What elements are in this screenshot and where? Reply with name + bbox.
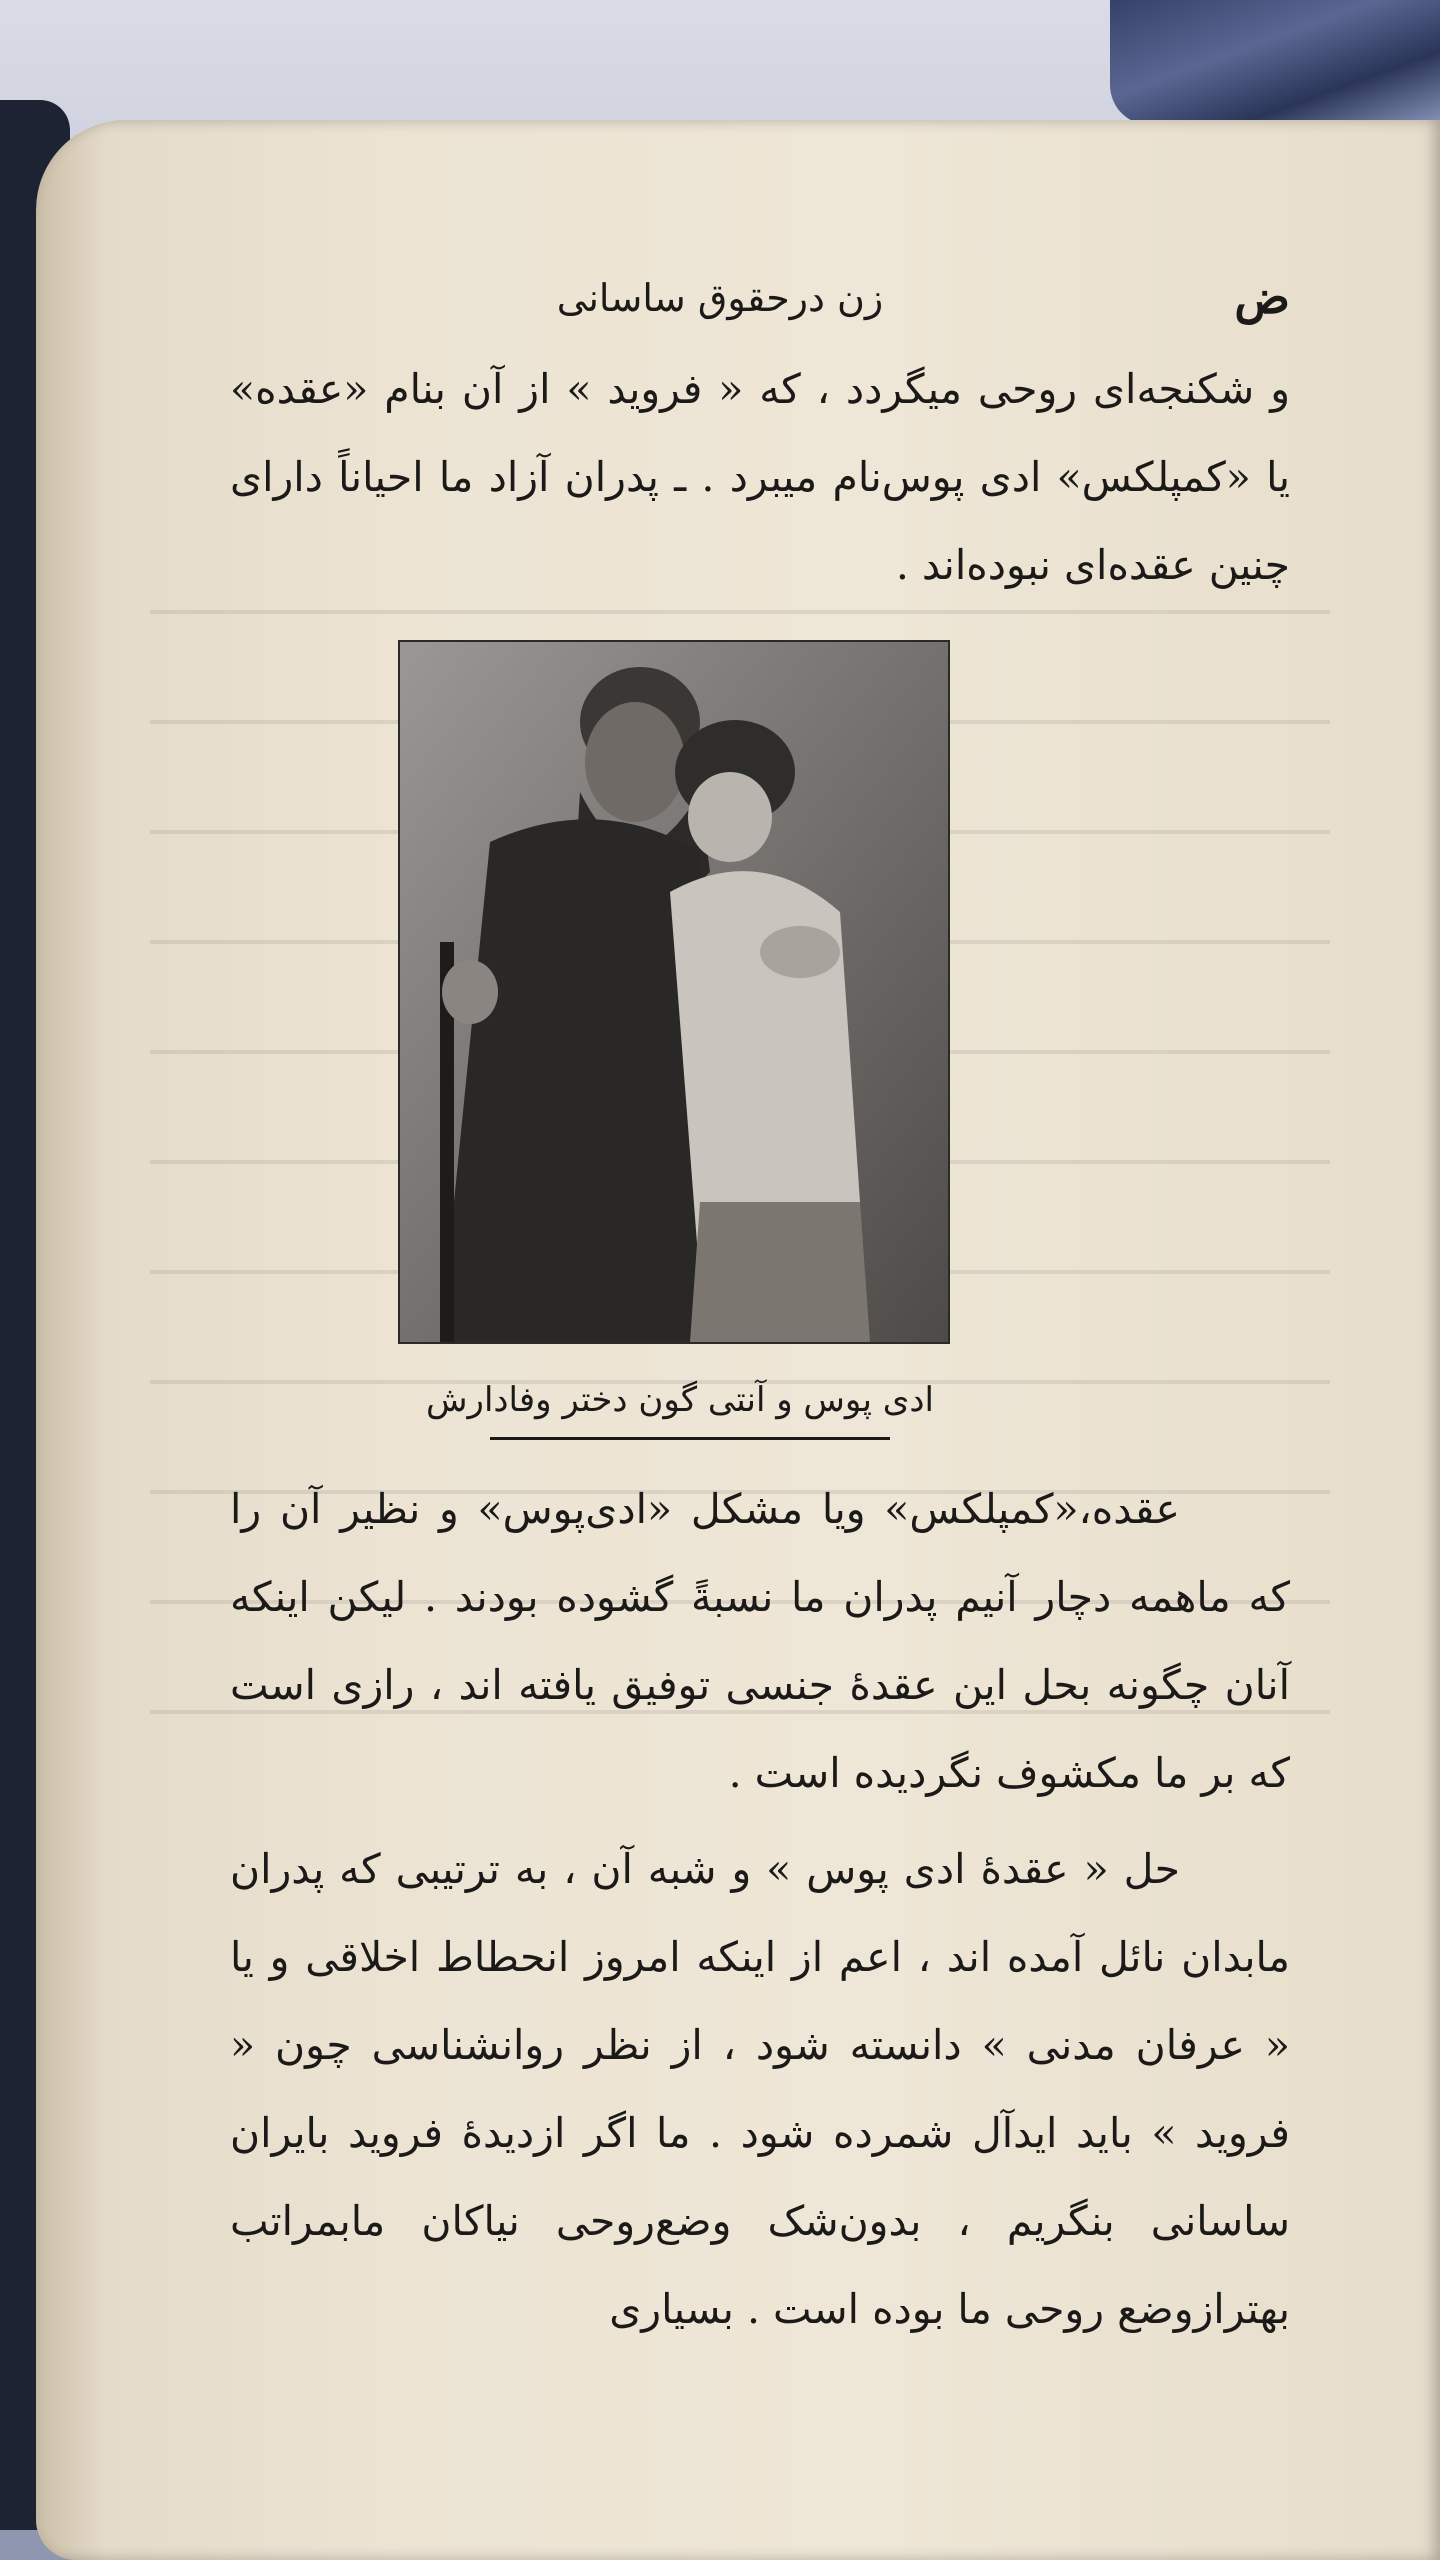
running-title: زن درحقوق ساسانی xyxy=(556,276,884,320)
page-number: ض xyxy=(1234,270,1290,324)
paragraph-1: و شکنجه‌ای روحی میگردد ، که « فروید » از آن بنام «عقده» یا «کمپلکس» ادی پوس‌نام میبرد . ـ پدران آزاد ما احیاناً دارای چنین عقده‌ای نبوده‌اند . xyxy=(230,365,1290,589)
photo-oedipus-antigone xyxy=(398,640,950,1344)
photo-illustration xyxy=(400,642,948,1342)
figure-caption: ادی پوس و آنتی گون دختر وفادارش xyxy=(426,1380,934,1420)
page-header xyxy=(150,270,1290,340)
paragraph-3: حل « عقدهٔ ادی پوس » و شبه آن ، به ترتیبی که پدران مابدان نائل آمده اند ، اعم از اینکه امروز انحطاط اخلاقی و یا « عرفان مدنی » دانسته شود ، از نظر روانشناسی چون « فروید » باید ایدآل شمرده شود . ما اگر ازدیدهٔ فروید بایران ساسانی بنگریم ، بدون‌شک وضع‌روحی نیاکان مابمراتب بهترازوضع روحی ما بوده است . بسیاری xyxy=(230,1845,1290,2333)
caption-underline xyxy=(490,1437,890,1440)
paragraph-2: عقده،«کمپلکس» ویا مشکل «ادی‌پوس» و نظیر آن را که ماهمه دچار آنیم پدران ما نسبةً گشوده بودند . لیکن اینکه آنان چگونه بحل این عقدهٔ جنسی توفیق یافته اند ، رازی است که بر ما مکشوف نگردیده است . xyxy=(230,1485,1291,1797)
background-cloth xyxy=(1110,0,1440,125)
